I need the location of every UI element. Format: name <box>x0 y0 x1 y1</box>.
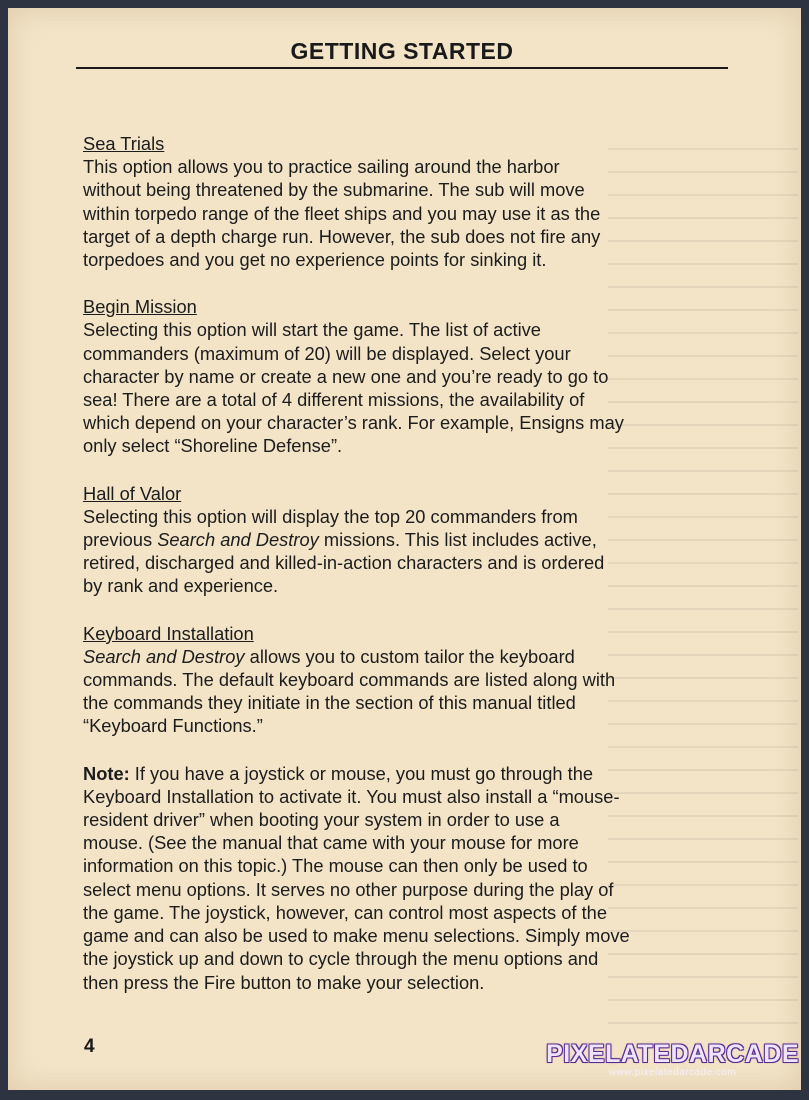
section-begin-mission <box>83 295 743 457</box>
watermark-logo <box>546 1040 799 1078</box>
text-part: Selecting this option will display the top 20 commanders from previous <box>83 505 578 551</box>
section-hall-of-valor <box>83 482 743 598</box>
section-heading: Keyboard Installation <box>83 622 254 644</box>
text-part: missions. This list includes active, retired, discharged and killed-in-action characters and is ordered by rank and experience. <box>83 529 605 597</box>
section-note <box>83 762 743 994</box>
page-title: GETTING STARTED <box>290 38 514 64</box>
watermark-title: PIXELATEDARCADE <box>546 1040 799 1068</box>
page-number: 4 <box>84 1036 95 1057</box>
header-rule <box>76 67 728 69</box>
text-part: If you have a joystick or mouse, you must go through the Keyboard Installation to activate it. You must also install a “mouse- resident driver” when booting your system in order to use a mouse. (See the manual that came with your mouse for more information on this topic.) The mouse can then only be used to select menu options. It serves no other purpose during the play of the game. The joystick, however, can control most aspects of the game and can also be used to make menu selections. Simply move the joystick up and down to cycle through the menu options and then press the Fire button to make your selection. <box>83 762 630 993</box>
section-text: Selecting this option will start the game. The list of active commanders (maximum of 20) will be displayed. Select your character by name or create a new one and you’re ready to go to sea! There are a total of 4 different missions, the availability of which depend on your character’s rank. For example, Ensigns may only select “Shoreline Defense”. <box>83 319 624 457</box>
section-text: This option allows you to practice sailing around the harbor without being threatened by the submarine. The sub will move within torpedo range of the fleet ships and you may use it as the target of a depth charge run. However, the sub does not fire any torpedoes and you get no experience points for sinking it. <box>83 156 601 271</box>
note-label: Note: <box>83 762 130 784</box>
game-title-italic: Search and Destroy <box>157 529 319 551</box>
page-content <box>83 132 743 1018</box>
section-keyboard-installation <box>83 622 743 738</box>
page-header <box>76 38 728 69</box>
watermark-url: www.pixelatedarcade.com <box>608 1067 737 1078</box>
section-heading: Hall of Valor <box>83 482 182 504</box>
section-text <box>83 505 743 598</box>
text-part: allows you to custom tailor the keyboard commands. The default keyboard commands are listed along with the commands they initiate in the section of this manual titled “Keyboard Functions.” <box>83 645 616 737</box>
game-title-italic: Search and Destroy <box>83 645 245 667</box>
note-text <box>83 762 743 994</box>
section-heading: Sea Trials <box>83 133 165 154</box>
section-heading: Begin Mission <box>83 296 197 318</box>
section-text <box>83 645 743 738</box>
manual-page <box>8 8 801 1090</box>
section-sea-trials <box>83 132 743 271</box>
